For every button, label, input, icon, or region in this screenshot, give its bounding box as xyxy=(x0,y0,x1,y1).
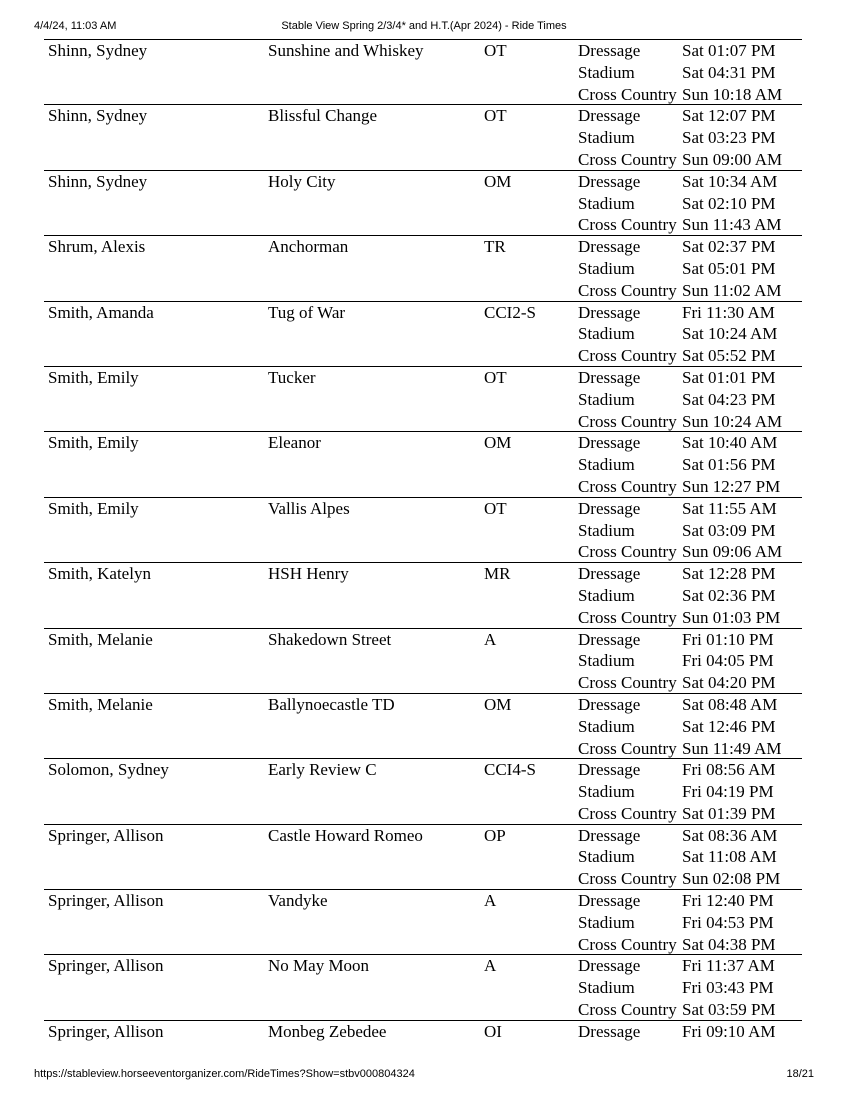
rider-name: Smith, Emily xyxy=(48,433,139,453)
entry-row xyxy=(44,693,802,758)
page-title: Stable View Spring 2/3/4* and H.T.(Apr 2024) - Ride Times xyxy=(281,20,567,32)
ride-time: Sat 01:07 PM xyxy=(682,41,776,60)
ride-time-row xyxy=(578,759,776,781)
ride-time-row xyxy=(578,454,780,476)
ride-time-row xyxy=(578,367,782,389)
ride-time: Sat 05:52 PM xyxy=(682,346,776,366)
phase-name: Stadium xyxy=(578,716,635,736)
phase-name: Cross Country xyxy=(578,673,677,693)
ride-time: Sat 01:56 PM xyxy=(682,455,776,475)
ride-time: Sun 10:24 AM xyxy=(682,411,783,431)
horse-name: Holy City xyxy=(268,171,336,191)
horse-name: Castle Howard Romeo xyxy=(268,825,423,845)
rider-name: Solomon, Sydney xyxy=(48,760,169,780)
ride-time-row xyxy=(578,476,780,498)
ride-time: Sat 03:23 PM xyxy=(682,128,776,148)
phase-name: Stadium xyxy=(578,782,635,802)
division-code: TR xyxy=(484,237,506,257)
ride-time-row xyxy=(578,955,776,977)
ride-time-row xyxy=(578,193,782,215)
ride-times-list xyxy=(44,39,802,1045)
horse-name: HSH Henry xyxy=(268,564,349,584)
phase-name: Cross Country xyxy=(578,869,677,889)
ride-times xyxy=(578,563,780,628)
phase-name: Dressage xyxy=(578,1021,641,1041)
phase-name: Cross Country xyxy=(578,803,677,823)
horse-name: Tucker xyxy=(268,367,316,387)
phase-name: Dressage xyxy=(578,41,641,60)
ride-time: Sun 02:08 PM xyxy=(682,869,781,889)
phase-name: Dressage xyxy=(578,106,641,126)
rider-name: Shinn, Sydney xyxy=(48,41,148,60)
ride-time-row xyxy=(578,520,782,542)
page-header xyxy=(34,20,814,34)
ride-time: Sat 04:38 PM xyxy=(682,934,776,954)
ride-time: Sat 04:23 PM xyxy=(682,389,776,409)
division-code: OM xyxy=(484,433,512,453)
ride-time-row xyxy=(578,214,782,236)
ride-time-row xyxy=(578,999,776,1021)
phase-name: Cross Country xyxy=(578,411,677,431)
ride-times xyxy=(578,890,776,955)
ride-times xyxy=(578,302,777,367)
ride-time-row xyxy=(578,280,782,302)
entry-row xyxy=(44,889,802,954)
phase-name: Dressage xyxy=(578,694,641,714)
ride-time: Sat 10:34 AM xyxy=(682,171,778,191)
division-code: OI xyxy=(484,1021,502,1041)
ride-time-row xyxy=(578,105,782,127)
phase-name: Cross Country xyxy=(578,280,677,300)
ride-time: Sat 08:36 AM xyxy=(682,825,778,845)
ride-time: Fri 01:10 PM xyxy=(682,629,774,649)
ride-time: Fri 04:19 PM xyxy=(682,782,774,802)
ride-time: Sat 01:01 PM xyxy=(682,367,776,387)
rider-name: Smith, Melanie xyxy=(48,629,153,649)
horse-name: Anchorman xyxy=(268,237,349,257)
ride-time-row xyxy=(578,781,776,803)
page-number: 18/21 xyxy=(786,1068,814,1080)
ride-time-row xyxy=(578,236,782,258)
ride-time-row xyxy=(578,302,777,324)
phase-name: Cross Country xyxy=(578,215,677,235)
phase-name: Stadium xyxy=(578,520,635,540)
ride-time: Fri 08:56 AM xyxy=(682,760,776,780)
division-code: OM xyxy=(484,171,512,191)
ride-time-row xyxy=(578,694,782,716)
horse-name: Shakedown Street xyxy=(268,629,392,649)
print-datetime: 4/4/24, 11:03 AM xyxy=(34,20,117,32)
entry-row xyxy=(44,39,802,104)
phase-name: Stadium xyxy=(578,62,635,82)
ride-time: Sun 11:02 AM xyxy=(682,280,782,300)
phase-name: Cross Country xyxy=(578,542,677,562)
division-code: CCI2-S xyxy=(484,302,536,322)
ride-time-row xyxy=(578,585,780,607)
horse-name: Vandyke xyxy=(268,891,328,911)
phase-name: Dressage xyxy=(578,760,641,780)
ride-times xyxy=(578,40,782,105)
ride-time-row xyxy=(578,803,776,825)
rider-name: Smith, Emily xyxy=(48,498,139,518)
division-code: CCI4-S xyxy=(484,760,536,780)
ride-time: Sat 12:07 PM xyxy=(682,106,776,126)
ride-times xyxy=(578,629,776,694)
ride-time-row xyxy=(578,868,780,890)
phase-name: Dressage xyxy=(578,891,641,911)
ride-time: Sat 03:09 PM xyxy=(682,520,776,540)
rider-name: Smith, Amanda xyxy=(48,302,154,322)
ride-time-row xyxy=(578,498,782,520)
ride-time: Sat 04:20 PM xyxy=(682,673,776,693)
ride-time: Sat 11:55 AM xyxy=(682,498,777,518)
entry-row xyxy=(44,431,802,496)
ride-time: Sun 12:27 PM xyxy=(682,476,781,496)
ride-time-row xyxy=(578,84,782,106)
page-footer xyxy=(34,1068,814,1082)
ride-time: Sun 01:03 PM xyxy=(682,607,781,627)
ride-times xyxy=(578,498,782,563)
entry-row xyxy=(44,824,802,889)
ride-time: Sat 02:36 PM xyxy=(682,585,776,605)
ride-time-row xyxy=(578,258,782,280)
ride-time-row xyxy=(578,607,780,629)
horse-name: Tug of War xyxy=(268,302,346,322)
ride-time-row xyxy=(578,171,782,193)
division-code: OP xyxy=(484,825,506,845)
ride-time-row xyxy=(578,890,776,912)
entry-row xyxy=(44,628,802,693)
rider-name: Smith, Melanie xyxy=(48,694,153,714)
phase-name: Stadium xyxy=(578,258,635,278)
ride-time-row xyxy=(578,389,782,411)
division-code: OT xyxy=(484,498,507,518)
division-code: OT xyxy=(484,367,507,387)
division-code: A xyxy=(484,629,497,649)
ride-time-row xyxy=(578,912,776,934)
ride-times xyxy=(578,171,782,236)
horse-name: Vallis Alpes xyxy=(268,498,350,518)
ride-time: Sat 05:01 PM xyxy=(682,258,776,278)
ride-time: Sat 03:59 PM xyxy=(682,1000,776,1020)
ride-time: Sat 12:28 PM xyxy=(682,564,776,584)
ride-times xyxy=(578,1021,776,1043)
ride-time-row xyxy=(578,127,782,149)
ride-time-row xyxy=(578,672,776,694)
entry-row xyxy=(44,366,802,431)
rider-name: Shinn, Sydney xyxy=(48,106,148,126)
phase-name: Stadium xyxy=(578,585,635,605)
phase-name: Cross Country xyxy=(578,1000,677,1020)
ride-time: Sat 04:31 PM xyxy=(682,62,776,82)
entry-row xyxy=(44,170,802,235)
phase-name: Dressage xyxy=(578,302,641,322)
rider-name: Smith, Katelyn xyxy=(48,564,151,584)
phase-name: Dressage xyxy=(578,237,641,257)
entry-row xyxy=(44,104,802,169)
ride-time-row xyxy=(578,411,782,433)
ride-time-row xyxy=(578,432,780,454)
phase-name: Cross Country xyxy=(578,149,677,169)
phase-name: Stadium xyxy=(578,128,635,148)
entry-row xyxy=(44,235,802,300)
rider-name: Springer, Allison xyxy=(48,825,164,845)
ride-time: Sat 10:40 AM xyxy=(682,433,778,453)
division-code: A xyxy=(484,956,497,976)
phase-name: Cross Country xyxy=(578,84,677,104)
ride-time: Sat 12:46 PM xyxy=(682,716,776,736)
ride-time-row xyxy=(578,1021,776,1043)
division-code: OT xyxy=(484,41,507,60)
division-code: MR xyxy=(484,564,511,584)
phase-name: Cross Country xyxy=(578,346,677,366)
ride-time-row xyxy=(578,846,780,868)
horse-name: Sunshine and Whiskey xyxy=(268,41,424,60)
ride-time-row xyxy=(578,977,776,999)
ride-time-row xyxy=(578,323,777,345)
phase-name: Dressage xyxy=(578,956,641,976)
ride-time: Sun 09:00 AM xyxy=(682,149,783,169)
ride-time: Sat 02:37 PM xyxy=(682,237,776,257)
ride-time: Sun 11:49 AM xyxy=(682,738,782,758)
ride-times xyxy=(578,955,776,1020)
phase-name: Dressage xyxy=(578,564,641,584)
phase-name: Stadium xyxy=(578,912,635,932)
ride-time: Fri 03:43 PM xyxy=(682,978,774,998)
phase-name: Cross Country xyxy=(578,738,677,758)
ride-time-row xyxy=(578,629,776,651)
division-code: OT xyxy=(484,106,507,126)
rider-name: Springer, Allison xyxy=(48,956,164,976)
ride-time: Sun 09:06 AM xyxy=(682,542,783,562)
ride-time: Sat 11:08 AM xyxy=(682,847,777,867)
entry-row xyxy=(44,301,802,366)
phase-name: Dressage xyxy=(578,629,641,649)
ride-time: Fri 12:40 PM xyxy=(682,891,774,911)
phase-name: Cross Country xyxy=(578,607,677,627)
horse-name: Eleanor xyxy=(268,433,321,453)
ride-time: Fri 09:10 AM xyxy=(682,1021,776,1041)
ride-times xyxy=(578,367,782,432)
phase-name: Dressage xyxy=(578,171,641,191)
ride-time: Fri 11:30 AM xyxy=(682,302,775,322)
entry-row xyxy=(44,954,802,1019)
ride-time-row xyxy=(578,716,782,738)
ride-times xyxy=(578,825,780,890)
phase-name: Cross Country xyxy=(578,476,677,496)
rider-name: Shrum, Alexis xyxy=(48,237,146,257)
ride-times xyxy=(578,432,780,497)
ride-time: Sat 02:10 PM xyxy=(682,193,776,213)
ride-time: Sat 10:24 AM xyxy=(682,324,778,344)
ride-time-row xyxy=(578,563,780,585)
rider-name: Springer, Allison xyxy=(48,891,164,911)
ride-time-row xyxy=(578,62,782,84)
division-code: A xyxy=(484,891,497,911)
rider-name: Springer, Allison xyxy=(48,1021,164,1041)
ride-time: Sun 10:18 AM xyxy=(682,84,783,104)
ride-time-row xyxy=(578,40,782,62)
ride-time-row xyxy=(578,345,777,367)
ride-time: Sat 01:39 PM xyxy=(682,803,776,823)
phase-name: Stadium xyxy=(578,847,635,867)
phase-name: Stadium xyxy=(578,389,635,409)
ride-times xyxy=(578,236,782,301)
phase-name: Stadium xyxy=(578,651,635,671)
phase-name: Stadium xyxy=(578,978,635,998)
phase-name: Stadium xyxy=(578,193,635,213)
phase-name: Dressage xyxy=(578,367,641,387)
rider-name: Smith, Emily xyxy=(48,367,139,387)
horse-name: Blissful Change xyxy=(268,106,378,126)
phase-name: Stadium xyxy=(578,455,635,475)
entry-row xyxy=(44,758,802,823)
horse-name: Early Review C xyxy=(268,760,377,780)
ride-time-row xyxy=(578,934,776,956)
horse-name: Ballynoecastle TD xyxy=(268,694,395,714)
phase-name: Dressage xyxy=(578,498,641,518)
ride-times xyxy=(578,694,782,759)
phase-name: Dressage xyxy=(578,825,641,845)
page-url: https://stableview.horseeventorganizer.com/RideTimes?Show=stbv000804324 xyxy=(34,1068,415,1080)
phase-name: Stadium xyxy=(578,324,635,344)
ride-time-row xyxy=(578,650,776,672)
entry-row xyxy=(44,1020,802,1045)
ride-time-row xyxy=(578,825,780,847)
ride-times xyxy=(578,759,776,824)
ride-time-row xyxy=(578,541,782,563)
ride-time: Fri 04:53 PM xyxy=(682,912,774,932)
phase-name: Cross Country xyxy=(578,934,677,954)
ride-time: Fri 11:37 AM xyxy=(682,956,775,976)
ride-time: Sun 11:43 AM xyxy=(682,215,782,235)
ride-time: Fri 04:05 PM xyxy=(682,651,774,671)
rider-name: Shinn, Sydney xyxy=(48,171,148,191)
phase-name: Dressage xyxy=(578,433,641,453)
ride-time: Sat 08:48 AM xyxy=(682,694,778,714)
horse-name: No May Moon xyxy=(268,956,370,976)
horse-name: Monbeg Zebedee xyxy=(268,1021,387,1041)
ride-times xyxy=(578,105,782,170)
ride-time-row xyxy=(578,738,782,760)
entry-row xyxy=(44,497,802,562)
entry-row xyxy=(44,562,802,627)
ride-time-row xyxy=(578,149,782,171)
division-code: OM xyxy=(484,694,512,714)
